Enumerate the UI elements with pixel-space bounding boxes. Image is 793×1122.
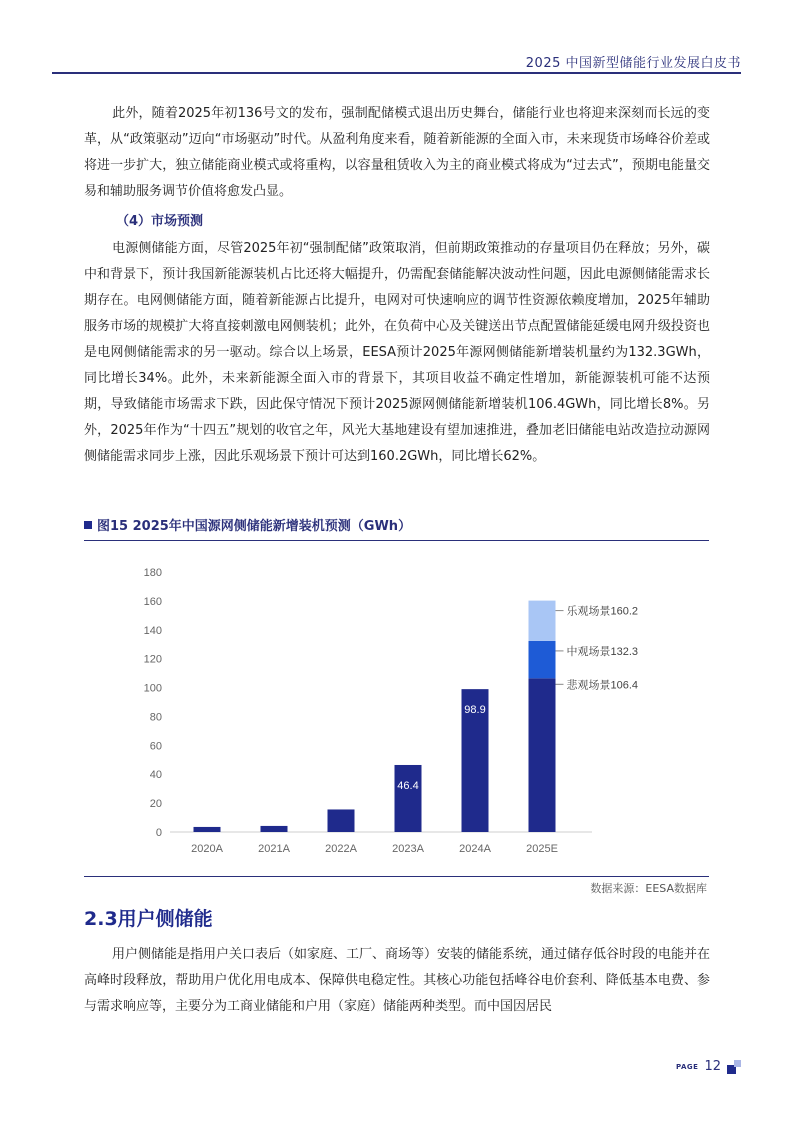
scenario-label: 乐观场景160.2 — [566, 605, 639, 618]
bar-segment-2025e — [529, 678, 556, 832]
page-number-value: 12 — [704, 1059, 721, 1074]
x-tick-label: 2023A — [392, 843, 424, 855]
paragraph-3-text: 用户侧储能是指用户关口表后（如家庭、工厂、商场等）安装的储能系统，通过储存低谷时段的电能并在高峰时段释放，帮助用户优化用电成本、保障供电稳定性。其核心功能包括峰谷电价套利、降低基本电费、参与需求响应等，主要分为工商业储能和户用（家庭）储能两种类型。而中国因居民 — [84, 947, 711, 1014]
paragraph-2 — [84, 236, 710, 470]
bar-data-label: 46.4 — [397, 779, 419, 792]
page-block-icon — [727, 1060, 741, 1074]
paragraph-1 — [84, 101, 710, 205]
bar — [395, 765, 422, 832]
y-tick-label: 140 — [143, 624, 162, 637]
page-label: PAGE — [676, 1062, 699, 1071]
y-tick-label: 80 — [149, 711, 162, 724]
section-title: 2.3用户侧储能 — [84, 908, 213, 930]
x-tick-label: 2024A — [459, 843, 491, 855]
header-divider — [52, 72, 741, 74]
x-tick-label: 2025E — [526, 843, 558, 855]
bar — [194, 827, 221, 832]
y-tick-label: 40 — [149, 769, 162, 782]
y-tick-label: 100 — [143, 682, 162, 695]
y-tick-label: 160 — [143, 595, 162, 608]
square-bullet-icon — [84, 521, 92, 529]
bar — [261, 826, 288, 832]
y-tick-label: 120 — [143, 653, 162, 666]
bar-segment-2025e — [529, 601, 556, 641]
figure-bottom-rule — [84, 876, 709, 877]
figure-title — [84, 515, 411, 534]
paragraph-2-text: 电源侧储能方面，尽管2025年初“强制配储”政策取消，但前期政策推动的存量项目仍在释放；另外，碳中和背景下，预计我国新能源装机占比还将大幅提升，仍需配套储能解决波动性问题，因此电源侧储能需求长期存在。电网侧储能方面，随着新能源占比提升，电网对可快速响应的调节性资源依赖度增加，2025年辅助服务市场的规模扩大将直接刺激电网侧装机；此外，在负荷中心及关键送出节点配置储能延缓电网升级投资也是电网侧储能需求的另一驱动。综合以上场景，EESA预计2025年源网侧储能新增装机量约为132.3GWh，同比增长34%。此外，未来新能源全面入市的背景下，其项目收益不确定性增加，新能源装机可能不达预期，导致储能市场需求下跌，因此保守情况下预计2025源网侧储能新增装机106.4GWh，同比增长8%。另外，2025年作为“十四五”规划的收官之年，风光大基地建设有望加速推进，叠加老旧储能电站改造拉动源网侧储能需求同步上涨，因此乐观场景下预计可达到160.2GWh，同比增长62%。 — [84, 241, 710, 464]
x-tick-label: 2020A — [191, 843, 223, 855]
scenario-label: 中观场景132.3 — [566, 645, 639, 658]
bar — [328, 809, 355, 832]
y-tick-label: 180 — [143, 567, 162, 579]
paragraph-3 — [84, 942, 710, 1020]
header-title: 2025 中国新型储能行业发展白皮书 — [525, 56, 741, 71]
x-tick-label: 2021A — [258, 843, 290, 855]
figure-title-text: 图15 2025年中国源网侧储能新增装机预测（GWh） — [97, 519, 412, 534]
y-tick-label: 60 — [149, 740, 162, 753]
page-number — [676, 1059, 741, 1074]
paragraph-1-text: 此外，随着2025年初136号文的发布，强制配储模式退出历史舞台，储能行业也将迎来深刻而长远的变革，从“政策驱动”迈向“市场驱动”时代。从盈利角度来看，随着新能源的全面入市，未来现货市场峰谷价差或将进一步扩大，独立储能商业模式或将重构，以容量租赁收入为主的商业模式将成为“过去式”，预期电能量交易和辅助服务调节价值将愈发凸显。 — [84, 106, 710, 199]
figure-top-rule — [84, 540, 709, 541]
bar-segment-2025e — [529, 641, 556, 678]
bar-chart — [140, 560, 680, 860]
data-source-note: 数据来源：EESA数据库 — [590, 882, 707, 895]
bar-data-label: 98.9 — [464, 704, 486, 717]
x-tick-label: 2022A — [325, 843, 357, 855]
y-tick-label: 20 — [149, 798, 162, 811]
scenario-label: 悲观场景106.4 — [566, 679, 639, 692]
subheading-market-forecast: （4）市场预测 — [116, 214, 204, 229]
y-tick-label: 0 — [155, 827, 162, 839]
